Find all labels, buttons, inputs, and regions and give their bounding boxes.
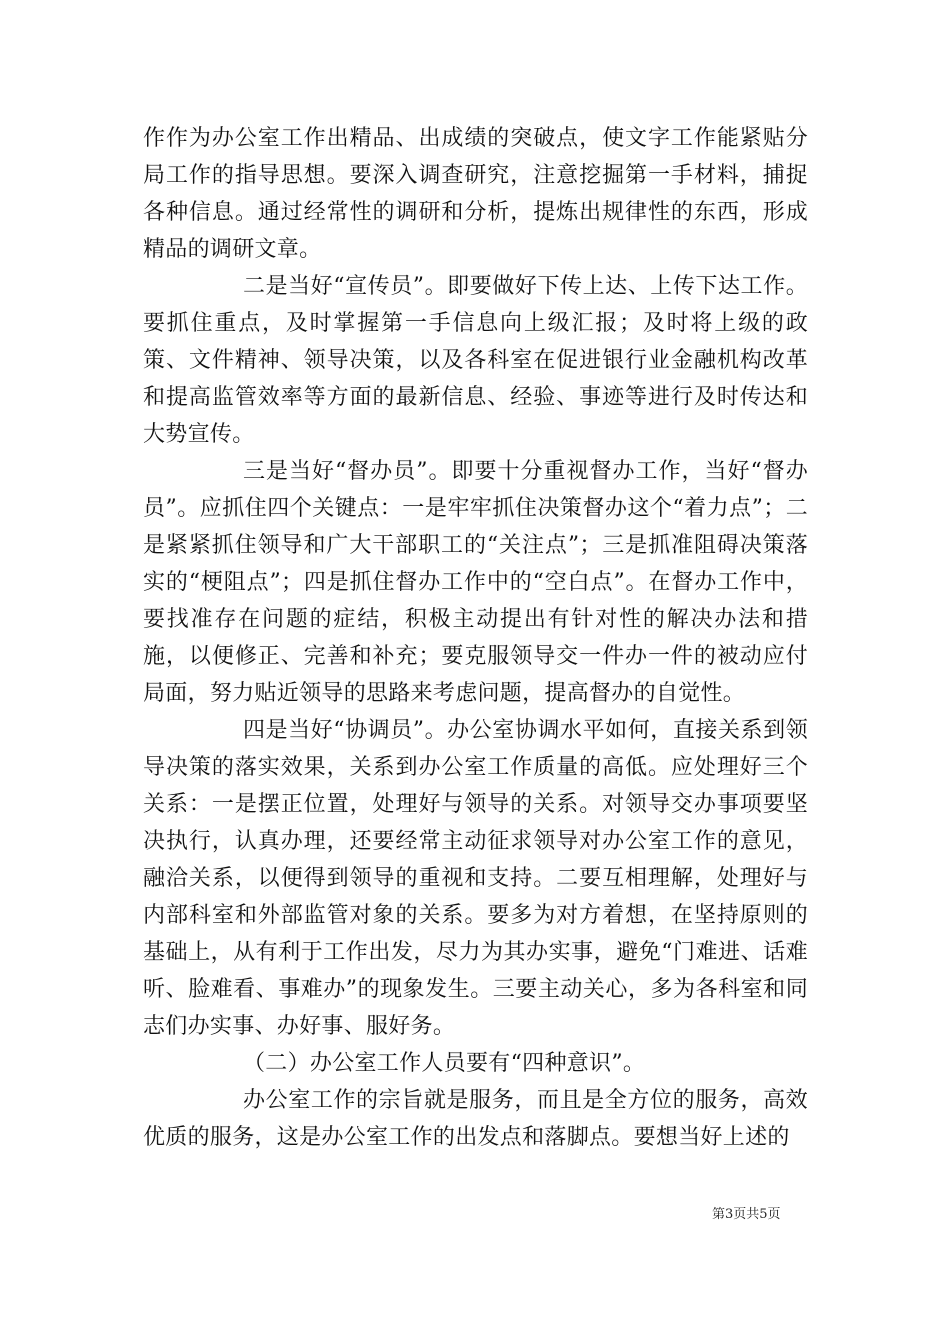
page-number: 第3页共5页 bbox=[712, 1207, 781, 1222]
body-text bbox=[143, 120, 808, 1156]
section-heading: （二）办公室工作人员要有“四种意识”。 bbox=[243, 1051, 646, 1076]
paragraph-service: 办公室工作的宗旨就是服务，而且是全方位的服务，高效优质的服务，这是办公室工作的出发点和落脚点。要想当好上述的 bbox=[143, 1088, 808, 1150]
paragraph-coordination: 四是当好“协调员”。办公室协调水平如何，直接关系到领导决策的落实效果，关系到办公室工作质量的高低。应处理好三个关系：一是摆正位置，处理好与领导的关系。对领导交办事项要坚决执行，认真办理，还要经常主动征求领导对办公室工作的意见，融洽关系，以便得到领导的重视和支持。二要互相理解，处理好与内部科室和外部监管对象的关系。要多为对方着想，在坚持原则的基础上，从有利于工作出发，尽力为其办实事，避免“门难进、话难听、脸难看、事难办”的现象发生。三要主动关心，多为各科室和同志们办实事、办好事、服好务。 bbox=[143, 718, 808, 1039]
paragraph-continuation: 作作为办公室工作出精品、出成绩的突破点，使文字工作能紧贴分局工作的指导思想。要深入调查研究，注意挖掘第一手材料，捕捉各种信息。通过经常性的调研和分析，提炼出规律性的东西，形成精品的调研文章。 bbox=[143, 126, 808, 262]
paragraph-publicity: 二是当好“宣传员”。即要做好下传上达、上传下达工作。要抓住重点，及时掌握第一手信息向上级汇报；及时将上级的政策、文件精神、领导决策，以及各科室在促进银行业金融机构改革和提高监管效率等方面的最新信息、经验、事迹等进行及时传达和大势宣传。 bbox=[143, 274, 808, 447]
paragraph-supervision: 三是当好“督办员”。即要十分重视督办工作，当好“督办员”。应抓住四个关键点：一是牢牢抓住决策督办这个“着力点”；二是紧紧抓住领导和广大干部职工的“关注点”；三是抓准阻碍决策落实的“梗阻点”；四是抓住督办工作中的“空白点”。在督办工作中，要找准存在问题的症结，积极主动提出有针对性的解决办法和措施，以便修正、完善和补充；要克服领导交一件办一件的被动应付局面，努力贴近领导的思路来考虑问题，提高督办的自觉性。 bbox=[143, 459, 808, 706]
